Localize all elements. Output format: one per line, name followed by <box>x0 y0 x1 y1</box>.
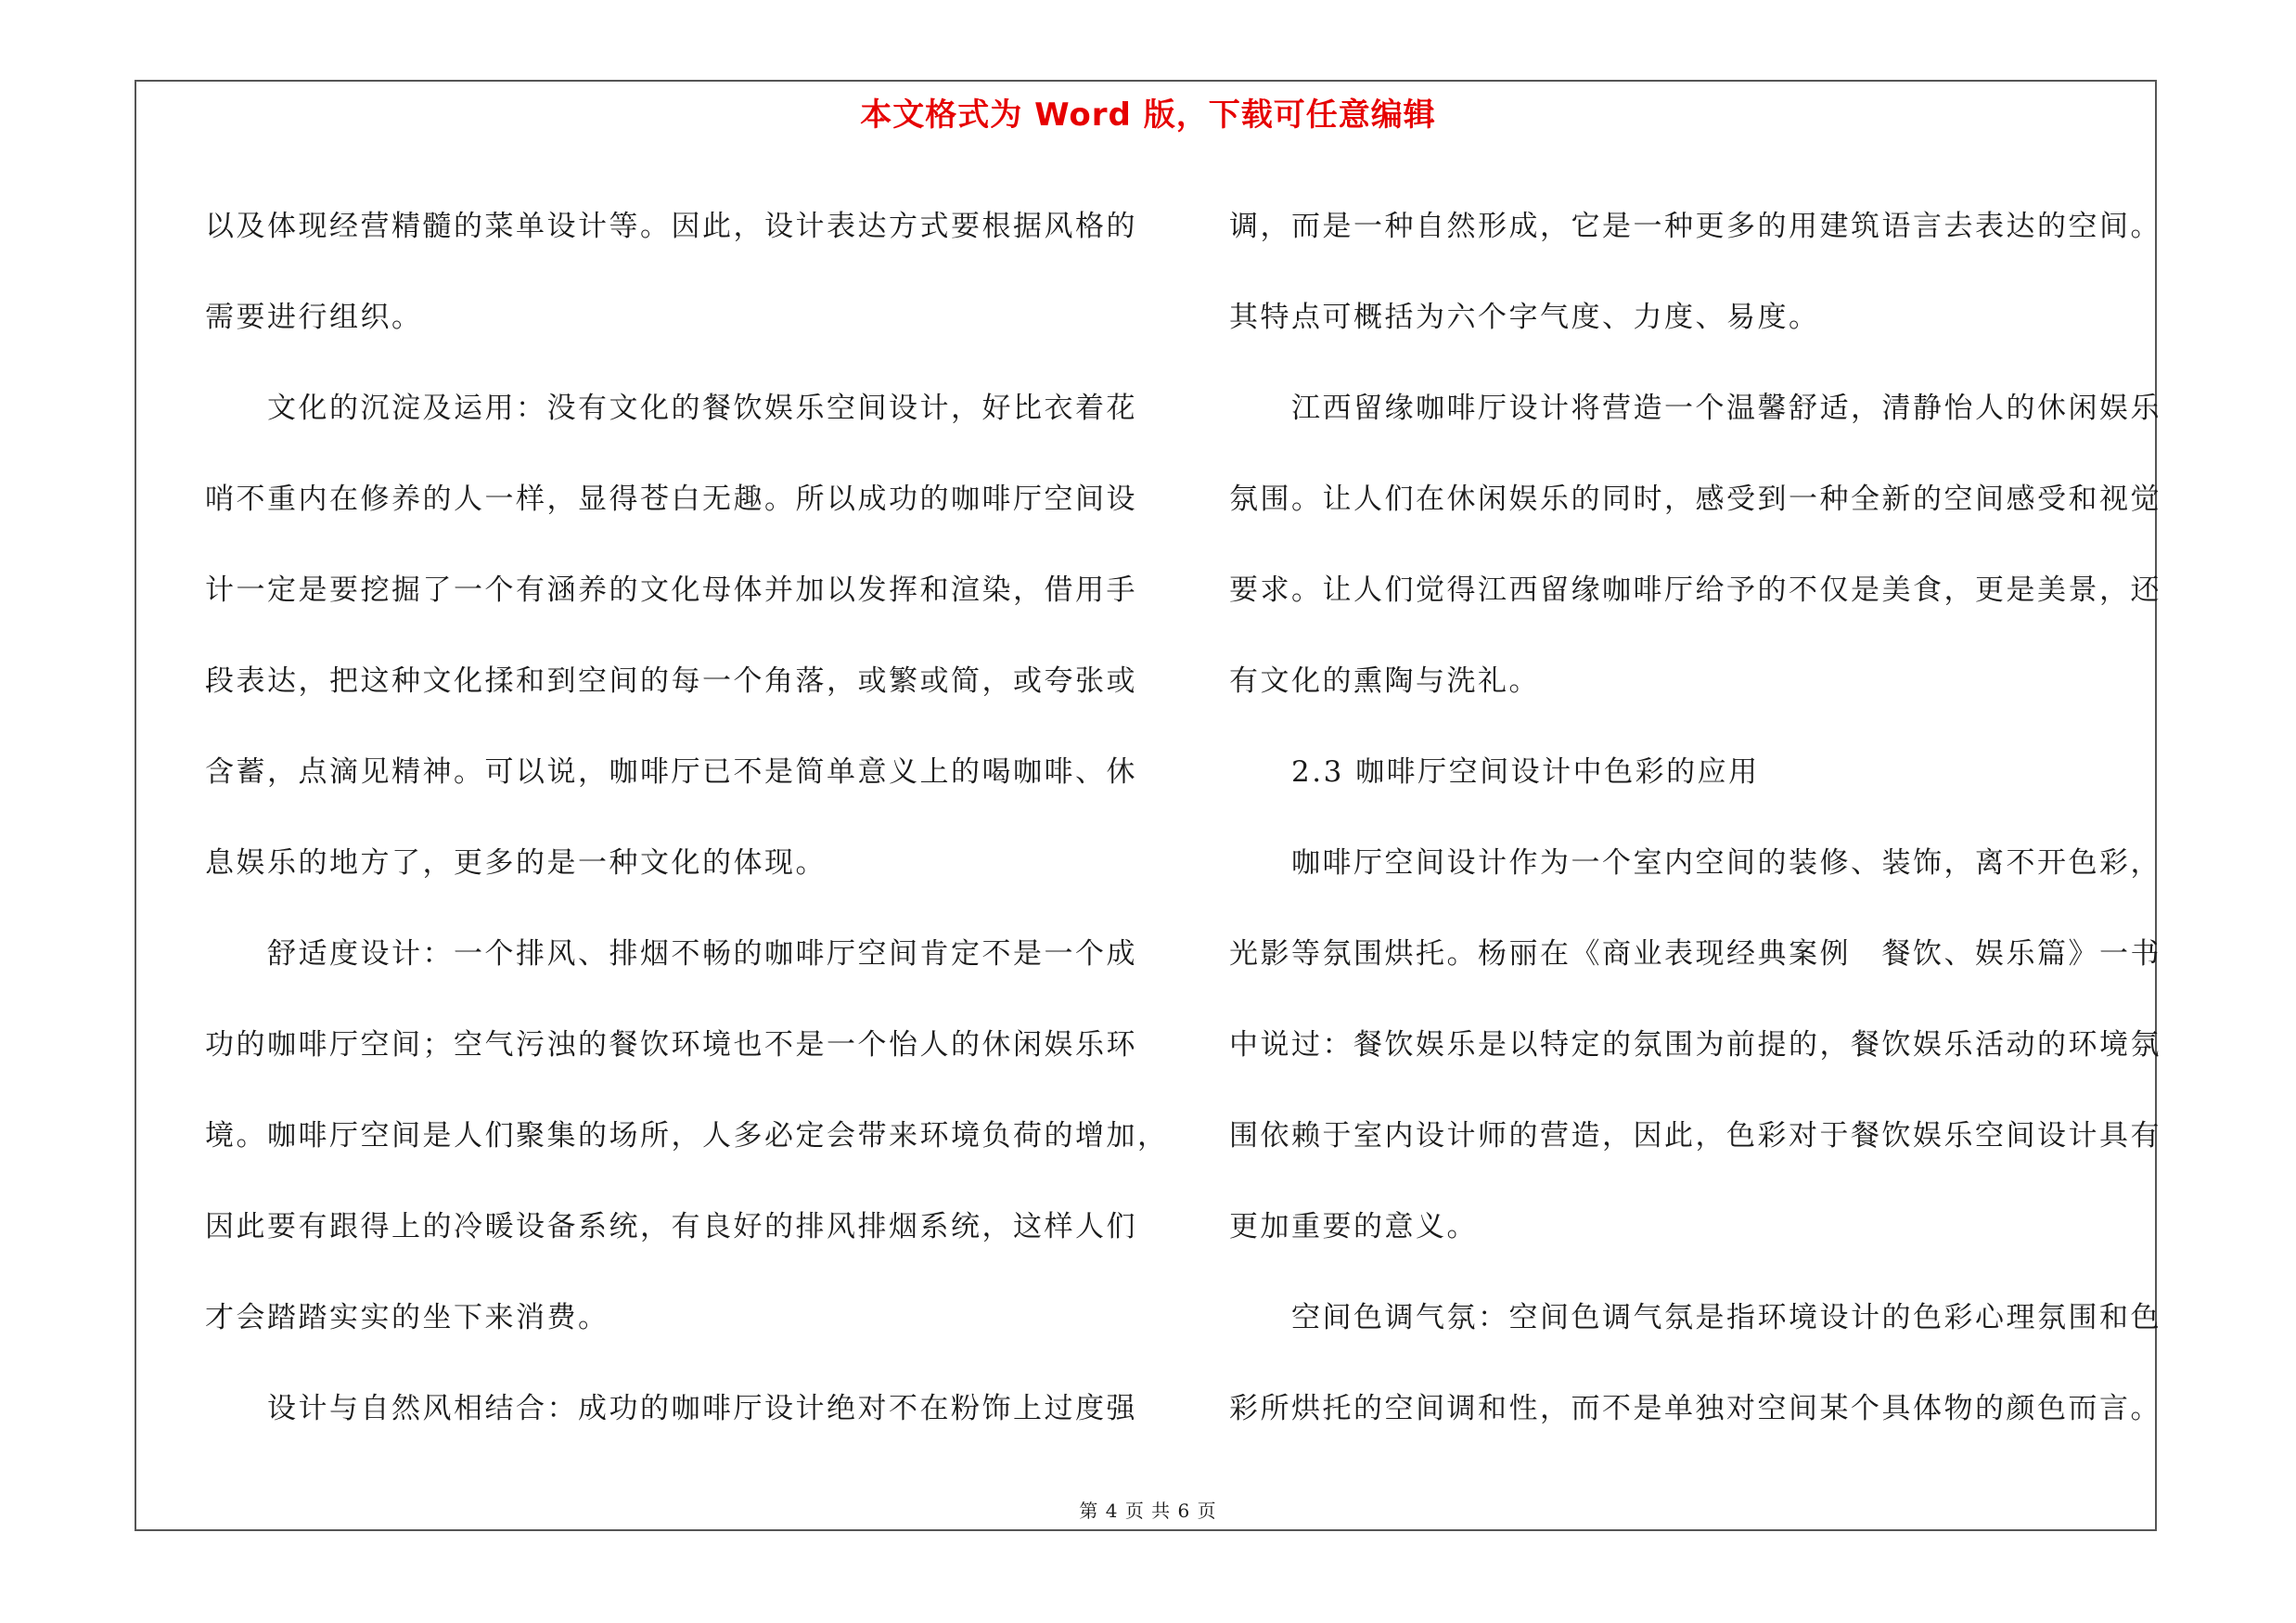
text-line: 含蓄，点滴见精神。可以说，咖啡厅已不是简单意义上的喝咖啡、休 <box>205 755 1137 789</box>
text-line: 调，而是一种自然形成，它是一种更多的用建筑语言去表达的空间。 <box>1229 210 2161 243</box>
text-line: 哨不重内在修养的人一样，显得苍白无趣。所以成功的咖啡厅空间设 <box>205 483 1137 516</box>
text-line: 境。咖啡厅空间是人们聚集的场所，人多必定会带来环境负荷的增加， <box>205 1119 1169 1153</box>
page-number: 第 4 页 共 6 页 <box>1079 1500 1217 1522</box>
text-line: 以及体现经营精髓的菜单设计等。因此，设计表达方式要根据风格的 <box>205 210 1137 243</box>
text-line: 段表达，把这种文化揉和到空间的每一个角落，或繁或简，或夸张或 <box>205 664 1137 698</box>
text-line: 围依赖于室内设计师的营造，因此，色彩对于餐饮娱乐空间设计具有 <box>1229 1119 2161 1153</box>
text-line: 功的咖啡厅空间；空气污浊的餐饮环境也不是一个怡人的休闲娱乐环 <box>205 1028 1137 1062</box>
text-line: 计一定是要挖掘了一个有涵养的文化母体并加以发挥和渲染，借用手 <box>205 573 1137 607</box>
text-line: 其特点可概括为六个字气度、力度、易度。 <box>1229 301 1820 334</box>
section-heading: 2.3 咖啡厅空间设计中色彩的应用 <box>1229 755 1760 789</box>
text-line: 江西留缘咖啡厅设计将营造一个温馨舒适，清静怡人的休闲娱乐 <box>1229 392 2161 425</box>
text-line: 息娱乐的地方了，更多的是一种文化的体现。 <box>205 846 827 880</box>
text-line: 空间色调气氛：空间色调气氛是指环境设计的色彩心理氛围和色 <box>1229 1301 2161 1334</box>
text-line: 咖啡厅空间设计作为一个室内空间的装修、装饰，离不开色彩， <box>1229 846 2161 880</box>
text-line: 光影等氛围烘托。杨丽在《商业表现经典案例 餐饮、娱乐篇》一书 <box>1229 937 2161 971</box>
text-line: 因此要有跟得上的冷暖设备系统，有良好的排风排烟系统，这样人们 <box>205 1210 1137 1243</box>
text-line: 彩所烘托的空间调和性，而不是单独对空间某个具体物的颜色而言。 <box>1229 1392 2161 1425</box>
left-text-column <box>205 181 1169 1454</box>
text-line: 有文化的熏陶与洗礼。 <box>1229 664 1540 698</box>
text-line: 设计与自然风相结合：成功的咖啡厅设计绝对不在粉饰上过度强 <box>205 1392 1137 1425</box>
text-line: 要求。让人们觉得江西留缘咖啡厅给予的不仅是美食，更是美景，还 <box>1229 573 2161 607</box>
text-line: 舒适度设计：一个排风、排烟不畅的咖啡厅空间肯定不是一个成 <box>205 937 1137 971</box>
text-line: 需要进行组织。 <box>205 301 423 334</box>
text-line: 更加重要的意义。 <box>1229 1210 1478 1243</box>
text-line: 中说过：餐饮娱乐是以特定的氛围为前提的，餐饮娱乐活动的环境氛 <box>1229 1028 2161 1062</box>
right-text-column <box>1229 181 2166 1454</box>
text-line: 才会踏踏实实的坐下来消费。 <box>205 1301 609 1334</box>
text-line: 文化的沉淀及运用：没有文化的餐饮娱乐空间设计，好比衣着花 <box>205 392 1137 425</box>
text-line: 氛围。让人们在休闲娱乐的同时，感受到一种全新的空间感受和视觉 <box>1229 483 2161 516</box>
page-footer <box>0 1496 2296 1523</box>
word-format-banner: 本文格式为 Word 版，下载可任意编辑 <box>860 97 1436 134</box>
